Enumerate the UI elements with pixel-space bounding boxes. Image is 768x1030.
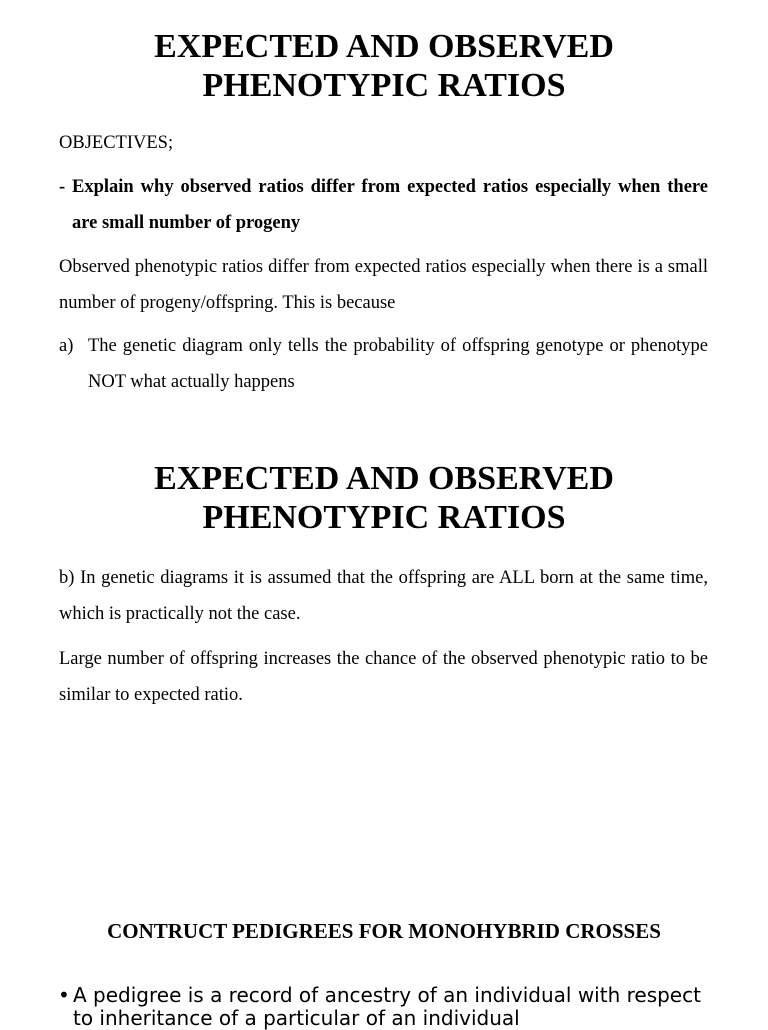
reason-a-text: The genetic diagram only tells the probability of offspring genotype or phenotype NOT what actually happens <box>88 336 708 392</box>
slide1-title-line2: PHENOTYPIC RATIOS <box>202 67 566 104</box>
reason-a-item <box>59 328 708 400</box>
pedigree-bullet-item <box>58 984 718 1030</box>
intro-paragraph: Observed phenotypic ratios differ from expected ratios especially when there is a small number of progeny/offspring. This is because <box>59 257 708 313</box>
objective-marker: - <box>59 177 66 197</box>
objectives-label: OBJECTIVES; <box>59 133 174 153</box>
reason-a-marker: a) <box>59 336 74 356</box>
objective-item <box>59 169 708 241</box>
slide2-title <box>0 459 768 537</box>
pedigree-bullet-text: A pedigree is a record of ancestry of an individual with respect to inheritance of a particular of an individual <box>73 983 701 1030</box>
reason-b-paragraph: b) In genetic diagrams it is assumed that the offspring are ALL born at the same time, which is practically not the case. <box>59 568 708 624</box>
slide2-title-line1: EXPECTED AND OBSERVED <box>154 460 614 497</box>
large-number-paragraph: Large number of offspring increases the chance of the observed phenotypic ratio to be similar to expected ratio. <box>59 649 708 705</box>
slide2-title-line2: PHENOTYPIC RATIOS <box>202 499 566 536</box>
bullet-marker: • <box>58 983 70 1007</box>
pedigree-title: CONTRUCT PEDIGREES FOR MONOHYBRID CROSSES <box>107 919 661 943</box>
objective-text: Explain why observed ratios differ from expected ratios especially when there are small number of progeny <box>72 177 708 233</box>
slide1-title-line1: EXPECTED AND OBSERVED <box>154 28 614 65</box>
slide1-title <box>0 27 768 105</box>
